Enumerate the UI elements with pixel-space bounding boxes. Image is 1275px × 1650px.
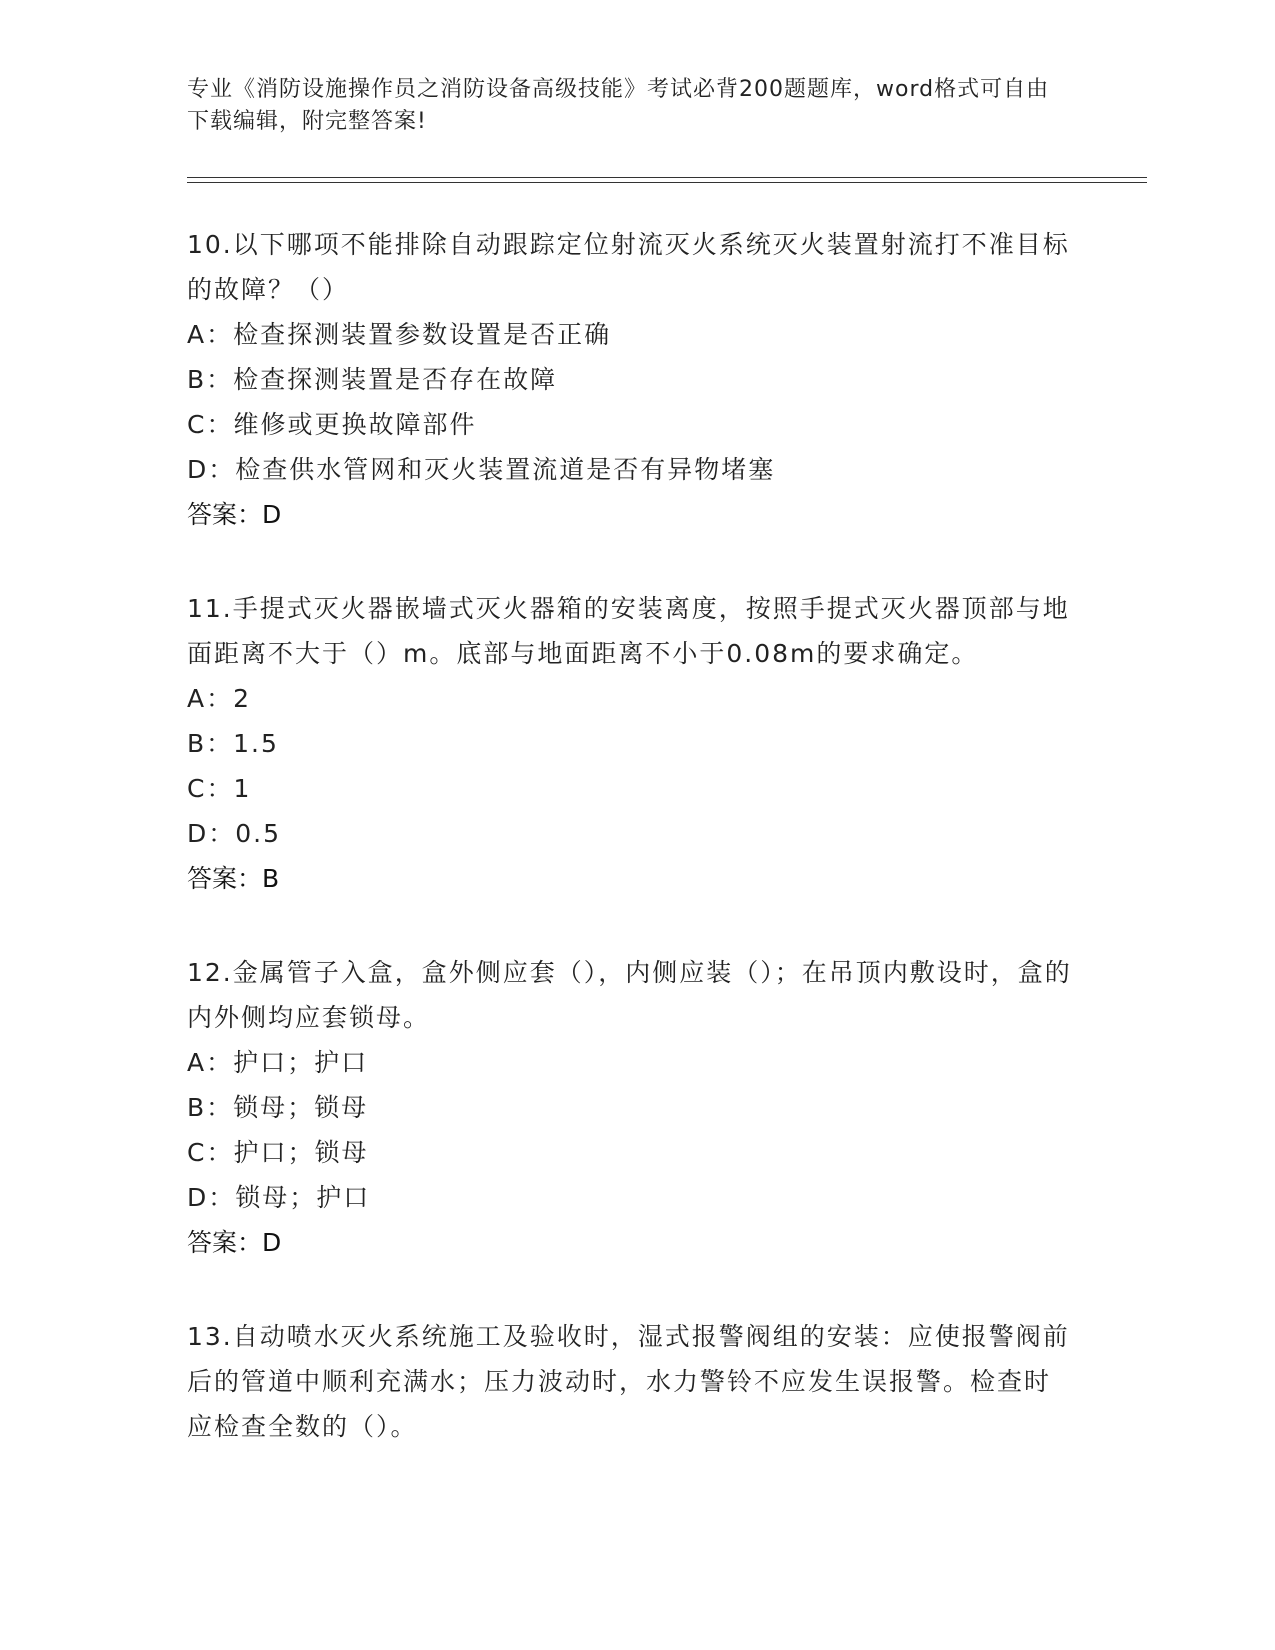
option-d: D：锁母；护口 [187,1183,371,1212]
document-header-intro: 专业《消防设施操作员之消防设备高级技能》考试必背200题题库，word格式可自由下载编辑，附完整答案! [187,77,1050,134]
answer-line: 答案：D [187,500,282,529]
header-divider [187,177,1147,183]
question-stem: 12.金属管子入盒，盒外侧应套（），内侧应装（）；在吊顶内敷设时，盒的内外侧均应套锁母。 [187,958,1072,1032]
question-13 [187,1314,1077,1449]
question-12 [187,950,1077,1265]
question-11 [187,586,1077,901]
option-a: A：护口；护口 [187,1048,369,1077]
question-stem: 10.以下哪项不能排除自动跟踪定位射流灭火系统灭火装置射流打不准目标的故障？（） [187,230,1070,304]
question-10 [187,222,1077,537]
option-a: A：检查探测装置参数设置是否正确 [187,320,612,349]
option-b: B：锁母；锁母 [187,1093,369,1122]
option-c: C：护口；锁母 [187,1138,369,1167]
option-d: D：检查供水管网和灭火装置流道是否有异物堵塞 [187,455,776,484]
option-c: C：1 [187,774,252,803]
question-stem: 11.手提式灭火器嵌墙式灭火器箱的安装离度，按照手提式灭火器顶部与地面距离不大于（）m。底部与地面距离不小于0.08m的要求确定。 [187,594,1070,668]
option-d: D：0.5 [187,819,282,848]
answer-line: 答案：D [187,1228,282,1257]
option-c: C：维修或更换故障部件 [187,410,477,439]
question-stem: 13.自动喷水灭火系统施工及验收时，湿式报警阀组的安装：应使报警阀前后的管道中顺利充满水；压力波动时，水力警铃不应发生误报警。检查时应检查全数的（）。 [187,1322,1070,1441]
option-b: B：1.5 [187,729,279,758]
answer-line: 答案：B [187,864,280,893]
option-a: A：2 [187,684,252,713]
option-b: B：检查探测装置是否存在故障 [187,365,558,394]
